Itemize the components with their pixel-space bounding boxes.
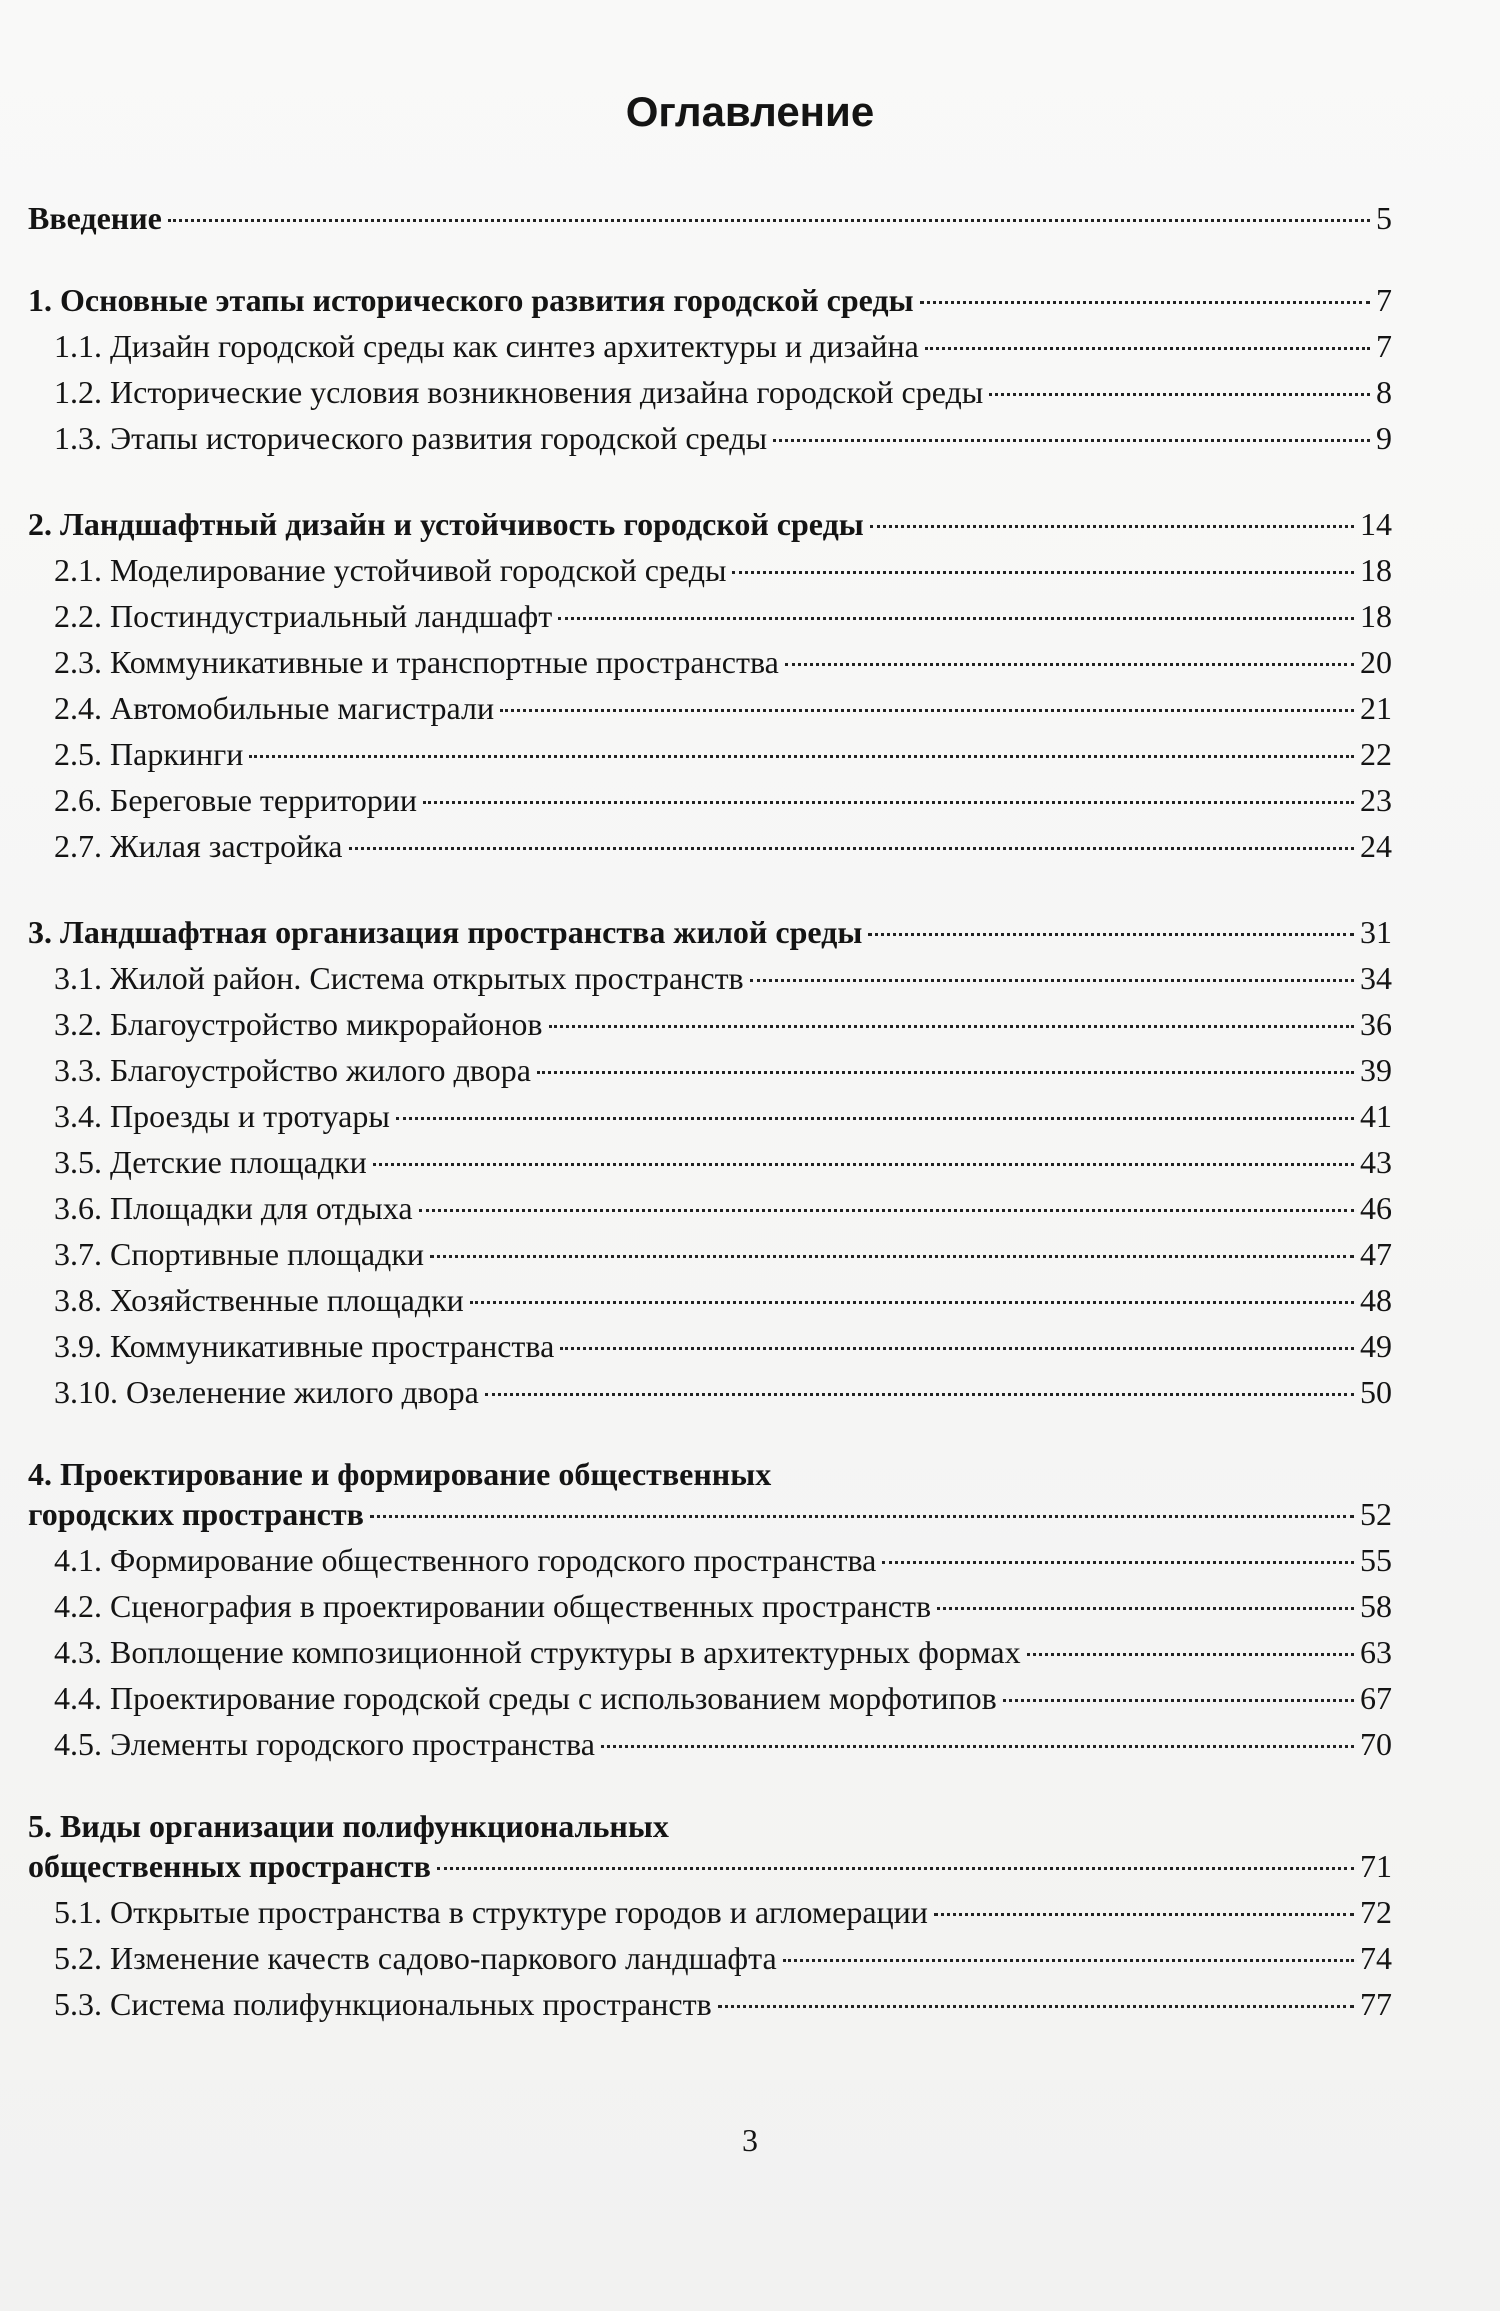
dot-leader <box>934 1913 1354 1916</box>
toc-entry <box>54 1540 1392 1580</box>
toc-entry-page: 43 <box>1360 1144 1392 1180</box>
dot-leader <box>750 979 1354 982</box>
toc-entry-title: 4.1. Формирование общественного городского пространства <box>54 1542 877 1578</box>
toc-entry-page: 77 <box>1360 1986 1392 2022</box>
toc-entry-page: 14 <box>1360 506 1392 542</box>
dot-leader <box>349 847 1355 850</box>
dot-leader <box>925 347 1370 350</box>
dot-leader <box>549 1025 1355 1028</box>
toc-entry <box>54 1678 1392 1718</box>
toc-entry-title: 4.5. Элементы городского пространства <box>54 1726 595 1762</box>
toc-entry-page: 9 <box>1376 420 1392 456</box>
dot-leader <box>870 525 1354 528</box>
toc-entry-page: 18 <box>1360 552 1392 588</box>
toc-entry-page: 31 <box>1360 914 1392 950</box>
toc-entry-title: 2. Ландшафтный дизайн и устойчивость городской среды <box>28 506 864 542</box>
dot-leader <box>718 2005 1354 2008</box>
dot-leader <box>423 801 1354 804</box>
dot-leader <box>937 1607 1354 1610</box>
toc-entry-page: 70 <box>1360 1726 1392 1762</box>
toc-entry-title: 1.2. Исторические условия возникновения дизайна городской среды <box>54 374 984 410</box>
toc-entry <box>54 734 1392 774</box>
toc-entry <box>54 1586 1392 1626</box>
toc-entry-title: 4.4. Проектирование городской среды с использованием морфотипов <box>54 1680 997 1716</box>
toc-entry-title: 2.7. Жилая застройка <box>54 828 343 864</box>
toc-entry-page: 55 <box>1360 1542 1392 1578</box>
page-number: 3 <box>742 2122 758 2158</box>
dot-leader <box>1003 1699 1354 1702</box>
toc-entry-title: 3.3. Благоустройство жилого двора <box>54 1052 531 1088</box>
dot-leader <box>868 933 1354 936</box>
dot-leader <box>560 1347 1354 1350</box>
toc-entry-title: 3.7. Спортивные площадки <box>54 1236 424 1272</box>
toc-entry-title: 1.1. Дизайн городской среды как синтез архитектуры и дизайна <box>54 328 919 364</box>
toc-entry-title: 3.6. Площадки для отдыха <box>54 1190 413 1226</box>
dot-leader <box>1027 1653 1354 1656</box>
toc-entry-title: общественных пространств <box>28 1848 431 1884</box>
toc-entry-title: Введение <box>28 200 162 236</box>
dot-leader <box>419 1209 1354 1212</box>
toc-entry <box>28 280 1392 320</box>
toc-entry-title: 3. Ландшафтная организация пространства жилой среды <box>28 914 863 950</box>
toc-entry-title: 2.2. Постиндустриальный ландшафт <box>54 598 553 634</box>
toc-entry-page: 20 <box>1360 644 1392 680</box>
toc-entry <box>54 1724 1392 1764</box>
toc-entry <box>54 1632 1392 1672</box>
toc-entry-title: 2.3. Коммуникативные и транспортные пространства <box>54 644 779 680</box>
toc-entry-title: 4.3. Воплощение композиционной структуры в архитектурных формах <box>54 1634 1021 1670</box>
toc-entry <box>28 504 1392 544</box>
toc-entry-page: 36 <box>1360 1006 1392 1042</box>
dot-leader <box>558 617 1354 620</box>
toc-entry <box>54 1892 1392 1932</box>
dot-leader <box>485 1393 1354 1396</box>
dot-leader <box>470 1301 1354 1304</box>
toc-entry-title: 5.2. Изменение качеств садово-паркового ландшафта <box>54 1940 777 1976</box>
toc-entry <box>28 1494 1392 1534</box>
toc-entry <box>54 1280 1392 1320</box>
toc-entry <box>54 1004 1392 1044</box>
toc-entry <box>54 1142 1392 1182</box>
toc-entry-title: 3.1. Жилой район. Система открытых пространств <box>54 960 744 996</box>
toc-entry <box>54 372 1392 412</box>
toc-entry-title: 5.1. Открытые пространства в структуре городов и агломерации <box>54 1894 928 1930</box>
toc-entry-page: 5 <box>1376 200 1392 236</box>
toc-entry-page: 72 <box>1360 1894 1392 1930</box>
dot-leader <box>882 1561 1354 1564</box>
toc-entry-page: 50 <box>1360 1374 1392 1410</box>
toc-entry-page: 49 <box>1360 1328 1392 1364</box>
dot-leader <box>785 663 1354 666</box>
toc-entry <box>54 550 1392 590</box>
toc-entry-page: 39 <box>1360 1052 1392 1088</box>
dot-leader <box>437 1867 1354 1870</box>
toc-entry-title: 3.10. Озеленение жилого двора <box>54 1374 479 1410</box>
dot-leader <box>370 1515 1354 1518</box>
toc-entry-title-line1: 4. Проектирование и формирование общественных <box>28 1456 772 1492</box>
toc-entry-title: 1. Основные этапы исторического развития городской среды <box>28 282 914 318</box>
toc-entry-page: 63 <box>1360 1634 1392 1670</box>
toc-entry-page: 22 <box>1360 736 1392 772</box>
toc-entry-page: 23 <box>1360 782 1392 818</box>
toc-entry <box>54 596 1392 636</box>
toc-entry-page: 18 <box>1360 598 1392 634</box>
toc-entry <box>54 418 1392 458</box>
toc-entry-title: 2.4. Автомобильные магистрали <box>54 690 495 726</box>
toc-entry <box>54 1938 1392 1978</box>
toc-entry-title: 3.5. Детские площадки <box>54 1144 367 1180</box>
toc-entry <box>54 780 1392 820</box>
toc-entry <box>54 1372 1392 1412</box>
toc-entry <box>54 642 1392 682</box>
dot-leader <box>920 301 1370 304</box>
toc-entry-page: 48 <box>1360 1282 1392 1318</box>
toc-entry <box>54 1326 1392 1366</box>
toc-entry-page: 58 <box>1360 1588 1392 1624</box>
toc-entry-title: 3.9. Коммуникативные пространства <box>54 1328 555 1364</box>
toc-entry-page: 52 <box>1360 1496 1392 1532</box>
toc-entry-page: 21 <box>1360 690 1392 726</box>
toc-entry-title: городских пространств <box>28 1496 364 1532</box>
toc-entry <box>54 958 1392 998</box>
dot-leader <box>989 393 1370 396</box>
dot-leader <box>732 571 1354 574</box>
toc-entry-page: 47 <box>1360 1236 1392 1272</box>
dot-leader <box>500 709 1354 712</box>
toc-entry-title: 4.2. Сценография в проектировании общественных пространств <box>54 1588 932 1624</box>
toc-entry <box>54 1096 1392 1136</box>
toc-entry <box>54 826 1392 866</box>
dot-leader <box>373 1163 1354 1166</box>
toc-entry-title: 3.4. Проезды и тротуары <box>54 1098 390 1134</box>
dot-leader <box>430 1255 1354 1258</box>
toc-entry <box>54 1234 1392 1274</box>
toc-entry-page: 7 <box>1376 328 1392 364</box>
toc-entry-page: 71 <box>1360 1848 1392 1884</box>
toc-entry-page: 46 <box>1360 1190 1392 1226</box>
toc-entry <box>28 912 1392 952</box>
toc-entry-page: 24 <box>1360 828 1392 864</box>
toc-entry-title: 1.3. Этапы исторического развития городской среды <box>54 420 768 456</box>
toc-entry-title: 2.1. Моделирование устойчивой городской среды <box>54 552 727 588</box>
toc-entry-title: 2.6. Береговые территории <box>54 782 418 818</box>
dot-leader <box>773 439 1370 442</box>
toc-entry-title: 2.5. Паркинги <box>54 736 244 772</box>
dot-leader <box>537 1071 1354 1074</box>
dot-leader <box>249 755 1354 758</box>
toc-entry-page: 34 <box>1360 960 1392 996</box>
toc-entry <box>28 198 1392 238</box>
toc-entry-title: 5.3. Система полифункциональных пространств <box>54 1986 712 2022</box>
toc-entry <box>54 1050 1392 1090</box>
toc-entry-page: 7 <box>1376 282 1392 318</box>
toc-entry <box>54 1984 1392 2024</box>
dot-leader <box>168 219 1370 222</box>
toc-entry-page: 41 <box>1360 1098 1392 1134</box>
toc-entry-page: 8 <box>1376 374 1392 410</box>
toc-entry-page: 74 <box>1360 1940 1392 1976</box>
toc-entry <box>28 1846 1392 1886</box>
toc-entry-title-line1: 5. Виды организации полифункциональных <box>28 1808 669 1844</box>
toc-entry-title: 3.2. Благоустройство микрорайонов <box>54 1006 543 1042</box>
toc-entry <box>54 1188 1392 1228</box>
toc-entry <box>54 688 1392 728</box>
dot-leader <box>783 1959 1354 1962</box>
toc-entry-title: 3.8. Хозяйственные площадки <box>54 1282 464 1318</box>
page-title: Оглавление <box>625 88 875 135</box>
dot-leader <box>601 1745 1354 1748</box>
dot-leader <box>396 1117 1354 1120</box>
toc-entry <box>54 326 1392 366</box>
toc-entry-page: 67 <box>1360 1680 1392 1716</box>
